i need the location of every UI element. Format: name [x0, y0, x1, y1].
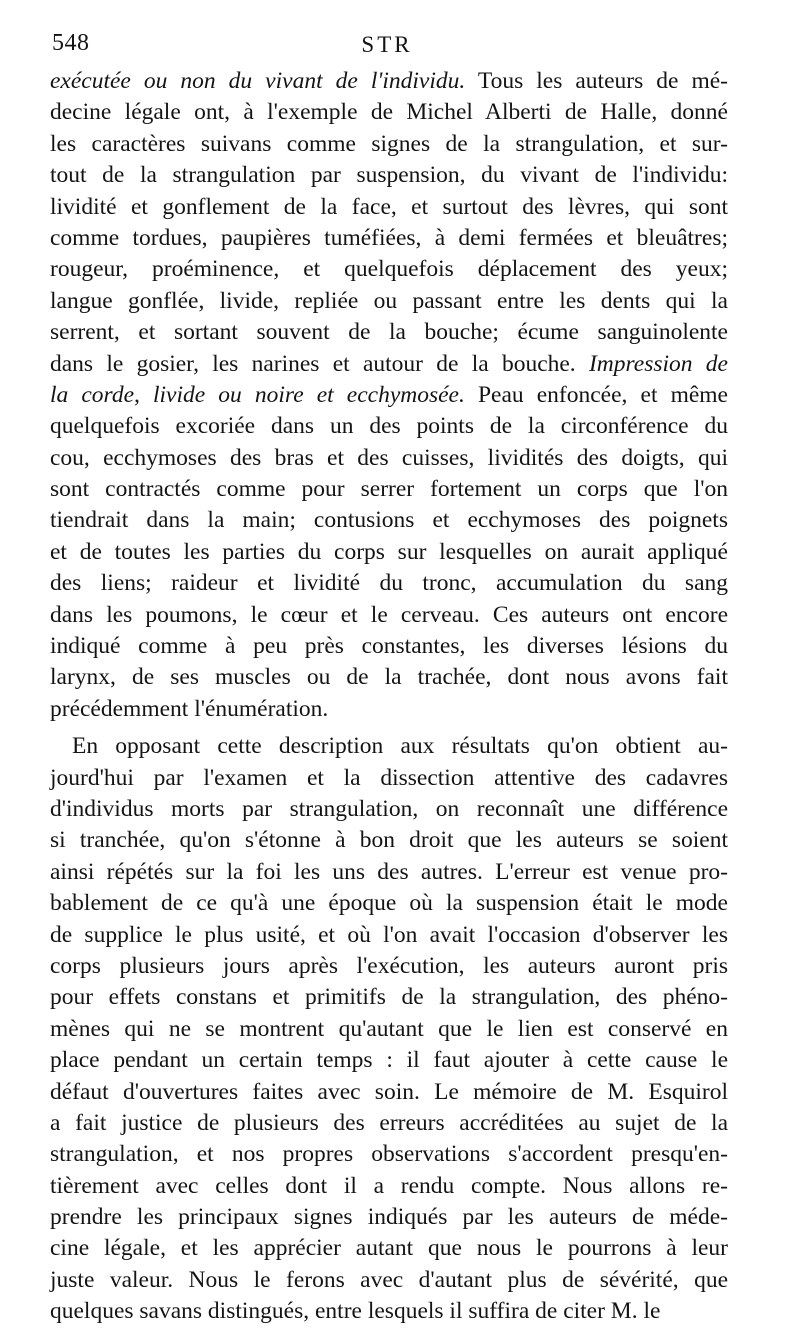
text-line	[50, 97, 728, 128]
line-text: sont contractés comme pour serrer fortement un corps que l'on	[50, 476, 728, 503]
text-line	[50, 286, 728, 317]
line-text: corps plusieurs jours après l'exécution, les auteurs auront pris	[50, 952, 728, 979]
line-text: lividité et gonflement de la face, et surtout des lèvres, qui sont	[50, 193, 728, 220]
line-text: serrent, et sortant souvent de la bouche; écume sanguinolente	[50, 319, 728, 346]
page-header	[52, 30, 722, 64]
line-text: langue gonflée, livide, repliée ou passant entre les dents qui la	[50, 287, 728, 314]
text-line	[50, 631, 728, 662]
line-text: des liens; raideur et lividité du tronc, accumulation du sang	[50, 570, 728, 597]
line-text: prendre les principaux signes indiqués par les auteurs de méde-	[50, 1204, 728, 1231]
line-text: dans le gosier, les narines et autour de la bouche.	[50, 350, 589, 377]
line-text: rougeur, proéminence, et quelquefois déplacement des yeux;	[50, 256, 728, 283]
line-text: quelquefois excoriée dans un des points de la circonférence du	[50, 413, 728, 440]
line-text: jourd'hui par l'examen et la dissection attentive des cadavres	[50, 764, 728, 791]
text-line	[50, 66, 728, 97]
line-text: strangulation, et nos propres observations s'accordent presqu'en-	[50, 1141, 728, 1168]
text-line	[50, 443, 728, 474]
text-line	[50, 920, 728, 951]
line-text: précédemment l'énumération.	[50, 695, 329, 722]
paragraph-1	[50, 66, 728, 725]
text-line	[50, 160, 728, 191]
line-text: mènes qui ne se montrent qu'autant que le lien est conservé en	[50, 1015, 728, 1042]
text-line	[50, 1265, 728, 1296]
text-line	[50, 982, 728, 1013]
line-text: indiqué comme à peu près constantes, les diverses lésions du	[50, 633, 728, 660]
text-line	[50, 857, 728, 888]
text-line	[50, 731, 728, 762]
line-text: d'individus morts par strangulation, on reconnaît une différence	[50, 795, 728, 822]
text-line	[50, 505, 728, 536]
line-text: En opposant cette description aux résultats qu'on obtient au-	[72, 733, 728, 760]
line-text: tièrement avec celles dont il a rendu compte. Nous allons re-	[50, 1172, 728, 1199]
text-line	[50, 763, 728, 794]
paragraph-2	[50, 731, 728, 1327]
line-text: a fait justice de plusieurs des erreurs accréditées au sujet de la	[50, 1109, 728, 1136]
text-line	[50, 888, 728, 919]
line-text: et de toutes les parties du corps sur lesquelles on aurait appliqué	[50, 538, 728, 565]
line-text: défaut d'ouvertures faites avec soin. Le mémoire de M. Esquirol	[50, 1078, 728, 1105]
italic-text: exécutée ou non du vivant de l'individu.	[50, 68, 466, 94]
line-text: decine légale ont, à l'exemple de Michel Alberti de Halle, donné	[50, 99, 728, 126]
text-line	[50, 1077, 728, 1108]
line-text: les caractères suivans comme signes de la strangulation, et sur-	[50, 130, 728, 157]
text-line	[50, 1233, 728, 1264]
line-text: dans les poumons, le cœur et le cerveau. Ces auteurs ont encore	[50, 601, 728, 628]
line-text: pour effets constans et primitifs de la strangulation, des phéno-	[50, 984, 728, 1011]
text-line	[50, 1108, 728, 1139]
text-line	[50, 1139, 728, 1170]
text-line	[50, 694, 728, 725]
text-line	[50, 254, 728, 285]
italic-text: Impression de	[588, 350, 728, 377]
line-text: tiendrait dans la main; contusions et ecchymoses des poignets	[50, 507, 728, 534]
italic-text: la corde, livide ou noire et ecchymosée.	[50, 381, 465, 408]
page-number: 548	[52, 30, 90, 56]
text-line	[50, 411, 728, 442]
text-line	[50, 794, 728, 825]
text-line	[50, 1045, 728, 1076]
line-text: de supplice le plus usité, et où l'on avait l'occasion d'observer les	[50, 921, 728, 948]
text-line	[50, 951, 728, 982]
line-text: Tous les auteurs de mé-	[465, 68, 728, 94]
line-text: larynx, de ses muscles ou de la trachée, dont nous avons fait	[50, 664, 728, 691]
line-text: bablement de ce qu'à une époque où la suspension était le mode	[50, 890, 728, 917]
line-text: comme tordues, paupières tuméfiées, à demi fermées et bleuâtres;	[50, 224, 728, 251]
text-line	[50, 568, 728, 599]
line-text: cou, ecchymoses des bras et des cuisses, lividités des doigts, qui	[50, 444, 728, 471]
text-line	[50, 349, 728, 380]
body-text	[50, 66, 728, 1328]
line-text: Peau enfoncée, et même	[464, 381, 728, 408]
text-line	[50, 192, 728, 223]
text-line	[50, 1171, 728, 1202]
line-text: quelques savans distingués, entre lesquels il suffira de citer M. le	[50, 1298, 661, 1325]
line-text: tout de la strangulation par suspension, du vivant de l'individu:	[50, 162, 728, 189]
line-text: cine légale, et les apprécier autant que nous le pourrons à leur	[50, 1235, 728, 1262]
text-line	[50, 1014, 728, 1045]
text-line	[50, 129, 728, 160]
text-line	[50, 662, 728, 693]
text-line	[50, 600, 728, 631]
text-line	[50, 1296, 728, 1327]
text-line	[50, 537, 728, 568]
text-line	[50, 474, 728, 505]
text-line	[50, 223, 728, 254]
text-line	[50, 825, 728, 856]
line-text: si tranchée, qu'on s'étonne à bon droit que les auteurs se soient	[50, 827, 728, 854]
line-text: place pendant un certain temps : il faut ajouter à cette cause le	[50, 1047, 728, 1074]
line-text: ainsi répétés sur la foi les uns des autres. L'erreur est venue pro-	[50, 858, 728, 885]
running-head: STR	[361, 32, 413, 57]
line-text: juste valeur. Nous le ferons avec d'autant plus de sévérité, que	[50, 1266, 728, 1293]
text-line	[50, 380, 728, 411]
text-line	[50, 317, 728, 348]
text-line	[50, 1202, 728, 1233]
